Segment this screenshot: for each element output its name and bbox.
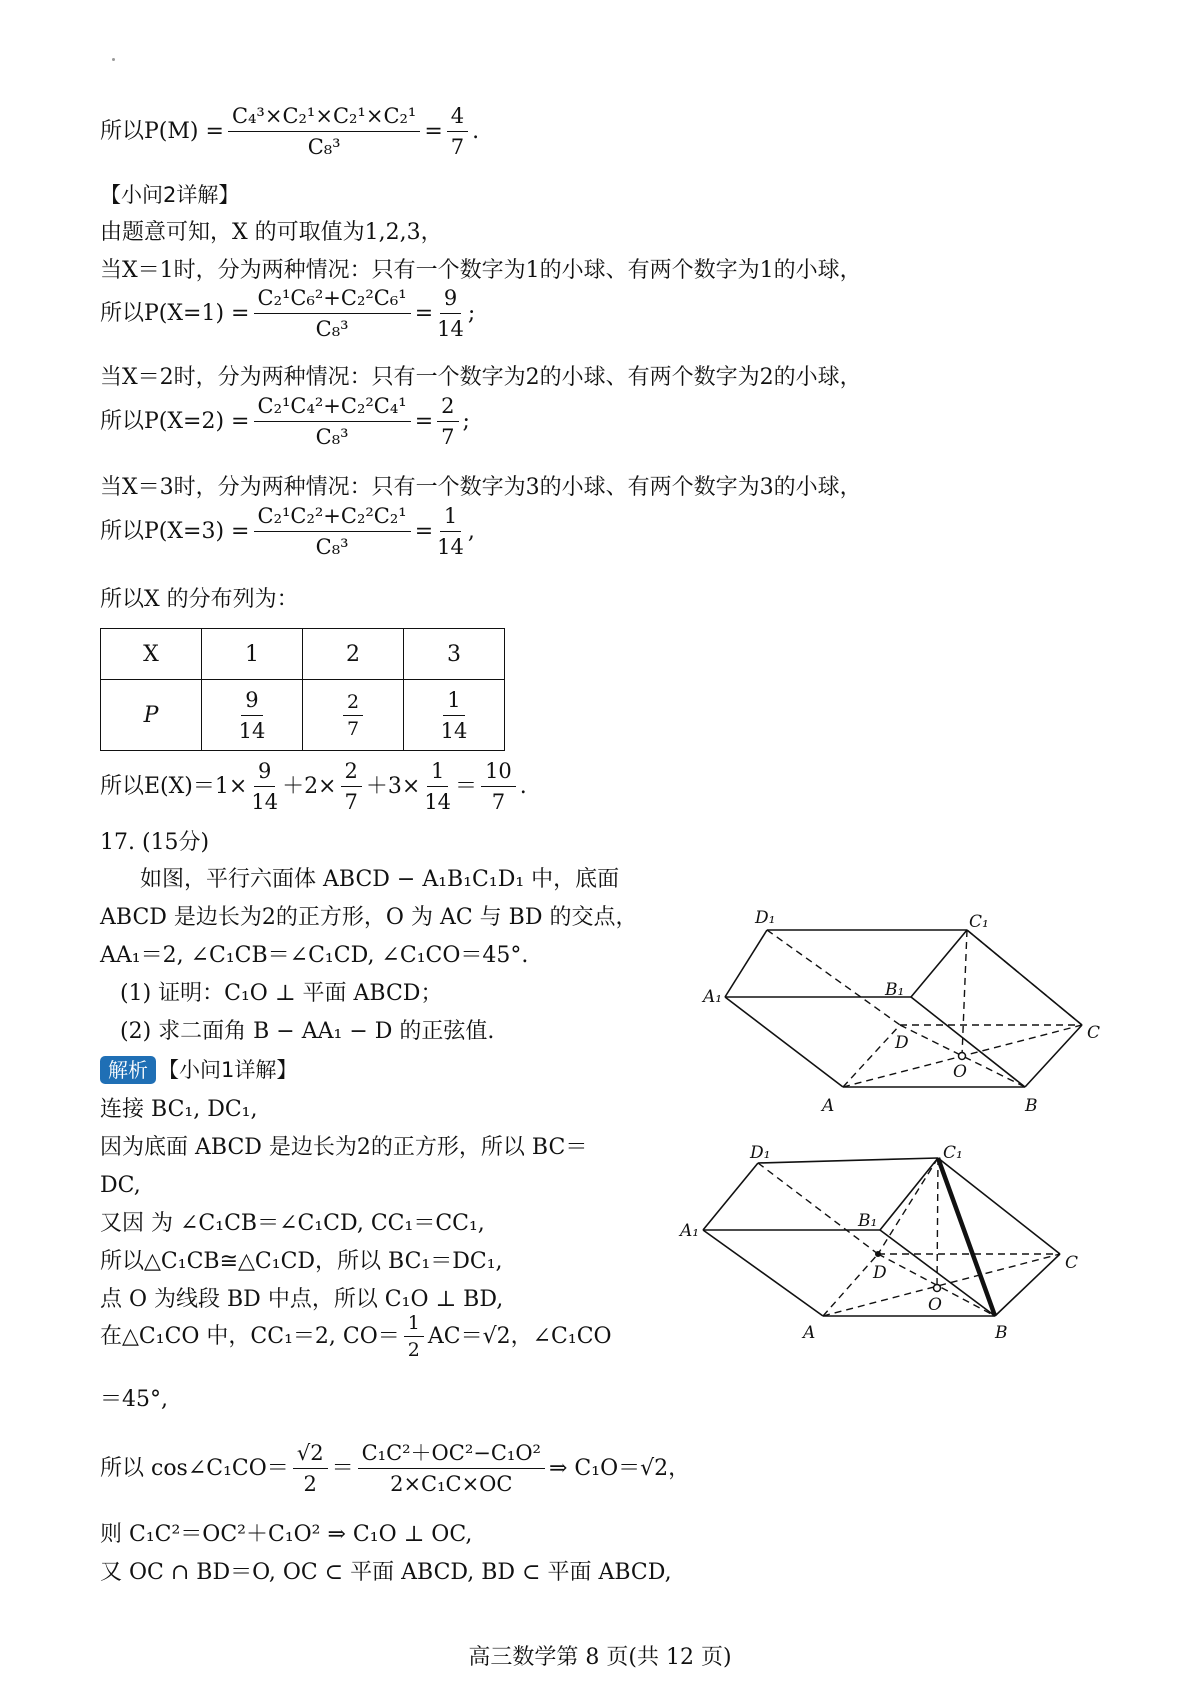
question-17-number: 17. (15分) [100,830,210,855]
table-cell [303,680,404,751]
table-header-cell: 2 [303,629,404,680]
case-x3-line: 当X＝3时，分为两种情况：只有一个数字为3的小球、有两个数字为3的小球， [100,475,862,500]
px3-numerator: C₂¹C₂²+C₂²C₂¹ [254,503,411,532]
label-d: D [895,1033,909,1053]
ex-f1-num: 9 [254,758,275,787]
label-a1: A₁ [680,1221,700,1241]
label-o: O [928,1295,942,1315]
ex-prefix: 所以E(X)＝1× [100,773,248,799]
px1-result-den: 14 [437,317,464,341]
solution-line-6: 点 O 为线段 BD 中点，所以 C₁O ⊥ BD, [100,1287,504,1312]
label-c: C [1065,1253,1079,1273]
label-a: A [803,1323,816,1343]
px1-prefix: 所以P(X=1) = [100,300,250,326]
pm-fraction [228,103,420,160]
table-cell [202,680,303,751]
px3-equation [100,503,475,560]
cos-equation [100,1440,690,1497]
ex-f2-num: 2 [341,758,362,787]
px3-result-num: 1 [440,503,461,532]
cell-num: 2 [343,691,363,716]
cell-num: 1 [443,687,464,716]
ex-term2: ＋2× [282,773,337,799]
ex-f1-den: 14 [251,790,279,814]
subquestion-1-heading: 【小问1详解】 [158,1058,298,1082]
table-cell [404,680,505,751]
problem-part-2: (2) 求二面角 B − AA₁ − D 的正弦值. [120,1019,495,1044]
label-b: B [995,1323,1008,1343]
px1-numerator: C₂¹C₆²+C₂²C₆¹ [254,285,411,314]
co-rest: AC＝√2，∠C₁CO [427,1323,612,1349]
px1-result [437,285,464,342]
px2-numerator: C₂¹C₄²+C₂²C₄¹ [254,393,411,422]
scan-dot [112,58,115,61]
cos-f2-num: C₁C²＋OC²−C₁O² [358,1440,545,1469]
cos-f1-den: 2 [303,1472,317,1496]
px3-result-den: 14 [437,535,464,559]
label-b: B [1025,1096,1038,1115]
subquestion-2-heading: 【小问2详解】 [100,183,240,207]
px2-prefix: 所以P(X=2) = [100,408,250,434]
problem-part-1: (1) 证明：C₁O ⊥ 平面 ABCD； [120,981,443,1006]
cos-suffix: ⇒ C₁O＝√2， [548,1455,691,1481]
pm-denominator: C₈³ [307,135,341,159]
label-c: C [1087,1023,1101,1043]
label-a: A [822,1096,835,1115]
table-header-cell: X [101,629,202,680]
co-frac-num: 1 [404,1312,424,1337]
ex-result-den: 7 [491,790,506,814]
ex-equals: ＝ [455,773,478,799]
pm-result-num: 4 [447,103,468,132]
pm-prefix: 所以P(M) = [100,118,224,144]
table-header-cell: 1 [202,629,303,680]
cell-num: 9 [241,687,262,716]
label-d1: D₁ [750,1143,771,1163]
solution-line-8: ＝45°, [100,1387,168,1412]
distribution-intro-line: 所以X 的分布列为： [100,587,299,612]
table-header-row [101,629,505,680]
table-row [101,680,505,751]
px2-result-den: 7 [441,425,455,449]
px1-fraction [254,285,411,342]
px1-suffix: ; [467,300,476,326]
table-row-label [101,680,202,751]
table-header-cell: 3 [404,629,505,680]
distribution-table [100,628,505,751]
px1-equation [100,285,475,342]
pm-numerator: C₄³×C₂¹×C₂¹×C₂¹ [228,103,420,132]
ex-suffix: . [519,773,527,799]
px1-result-num: 9 [440,285,461,314]
pm-suffix: . [472,118,480,144]
label-d: D [873,1263,887,1283]
parallelepiped-figure-1 [695,905,1115,1115]
label-b1: B₁ [885,980,905,1000]
solution-line-3: DC, [100,1173,141,1198]
case-x2-line: 当X＝2时，分为两种情况：只有一个数字为2的小球、有两个数字为2的小球， [100,365,862,390]
co-frac-den: 2 [407,1339,420,1361]
cos-f1-num: √2 [293,1440,328,1469]
cell-den: 14 [238,718,266,743]
pm-result-den: 7 [450,135,465,159]
px2-denominator: C₈³ [315,425,349,449]
px2-suffix: ; [462,408,470,434]
co-prefix: 在△C₁CO 中，CC₁＝2, CO＝ [100,1323,400,1349]
ex-f3-num: 1 [427,758,448,787]
cos-equals: ＝ [331,1455,354,1481]
solution-line-2: 因为底面 ABCD 是边长为2的正方形，所以 BC＝ [100,1135,588,1160]
px2-equation [100,393,470,450]
pm-equals: = [424,118,443,144]
label-c1: C₁ [943,1143,963,1163]
solution-line-5: 所以△C₁CB≅△C₁CD，所以 BC₁＝DC₁, [100,1249,503,1274]
px3-fraction [254,503,411,560]
solution-line-4: 又因 为 ∠C₁CB＝∠C₁CD, CC₁＝CC₁, [100,1211,485,1236]
px1-equals: = [414,300,434,326]
problem-line-2: ABCD 是边长为2的正方形，O 为 AC 与 BD 的交点， [100,905,638,930]
possible-values-line: 由题意可知，X 的可取值为1,2,3， [100,220,443,245]
ex-result-num: 10 [481,758,516,787]
solution-line-10: 则 C₁C²＝OC²＋C₁O² ⇒ C₁O ⊥ OC, [100,1522,473,1547]
expectation-equation [100,758,527,815]
cos-f2-den: 2×C₁C×OC [390,1472,513,1496]
px3-result [437,503,464,560]
px2-equals: = [414,408,434,434]
label-o: O [953,1062,967,1082]
solution-line-11: 又 OC ∩ BD＝O, OC ⊂ 平面 ABCD, BD ⊂ 平面 ABCD, [100,1560,672,1585]
pm-equation [100,103,479,160]
label-d1: D₁ [755,908,776,928]
solution-badge: 解析 [100,1056,156,1084]
row-label-text: P [143,702,159,728]
px2-fraction [254,393,411,450]
pm-result [447,103,468,160]
page-footer: 高三数学第 8 页(共 12 页) [468,1645,732,1670]
problem-line-1: 如图，平行六面体 ABCD − A₁B₁C₁D₁ 中，底面 [140,867,620,892]
label-c1: C₁ [969,912,989,932]
parallelepiped-figure-2 [675,1138,1105,1353]
px3-prefix: 所以P(X=3) = [100,518,250,544]
label-a1: A₁ [703,987,723,1007]
cell-den: 7 [346,717,360,740]
label-b1: B₁ [858,1211,878,1231]
px1-denominator: C₈³ [315,317,349,341]
cos-prefix: 所以 cos∠C₁CO＝ [100,1455,289,1481]
cell-den: 14 [440,718,468,743]
px2-result [437,393,458,450]
ex-f2-den: 7 [344,790,358,814]
px3-denominator: C₈³ [315,535,349,559]
px2-result-num: 2 [437,393,458,422]
solution-heading [100,1055,297,1086]
solution-line-1: 连接 BC₁, DC₁, [100,1097,258,1122]
px3-equals: = [414,518,434,544]
co-equation [100,1312,612,1361]
ex-f3-den: 14 [424,790,452,814]
px3-suffix: , [467,518,475,544]
case-x1-line: 当X＝1时，分为两种情况：只有一个数字为1的小球、有两个数字为1的小球， [100,258,862,283]
ex-term3: ＋3× [365,773,421,799]
problem-line-3: AA₁＝2, ∠C₁CB＝∠C₁CD, ∠C₁CO＝45°. [100,943,529,968]
